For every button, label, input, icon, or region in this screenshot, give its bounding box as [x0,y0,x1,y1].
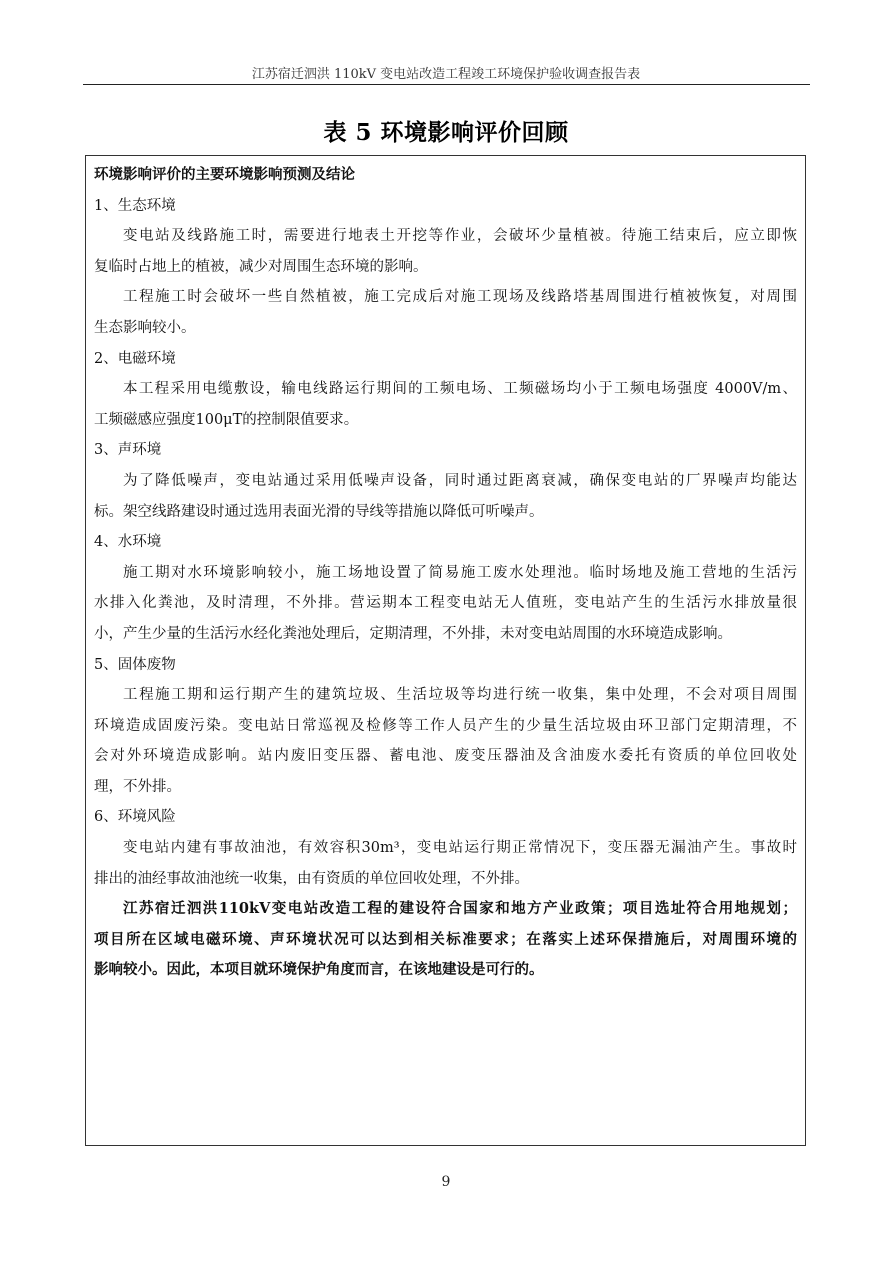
section-title: 环境影响评价的主要环境影响预测及结论 [94,166,355,183]
paragraph-line: 复临时占地上的植被，减少对周围生态环境的影响。 [94,258,428,275]
paragraph-line: 工程施工时会破坏一些自然植被，施工完成后对施工现场及线路塔基周围进行植被恢复，对周围 [123,289,797,306]
paragraph-line: 生态影响较小。 [94,319,196,336]
paragraph-line: 水排入化粪池，及时清理，不外排。营运期本工程变电站无人值班，变电站产生的生活污水排放量很 [94,595,797,612]
review-table-cell [85,155,806,1146]
paragraph-line: 变电站及线路施工时，需要进行地表土开挖等作业，会破坏少量植被。待施工结束后，应立即恢 [123,228,797,245]
conclusion-line: 江苏宿迁泗洪110kV变电站改造工程的建设符合国家和地方产业政策；项目选址符合用地规划； [123,900,797,918]
heading-environmental-risk: 6、环境风险 [94,809,176,826]
paragraph-line: 工程施工期和运行期产生的建筑垃圾、生活垃圾等均进行统一收集，集中处理，不会对项目周围 [123,687,797,704]
heading-solid-waste: 5、固体废物 [94,656,176,673]
paragraph-line: 小，产生少量的生活污水经化粪池处理后，定期清理，不外排，未对变电站周围的水环境造成影响。 [94,625,732,642]
page-title: 表 5 环境影响评价回顾 [323,119,569,146]
conclusion-line: 项目所在区域电磁环境、声环境状况可以达到相关标准要求；在落实上述环保措施后，对周围环境的 [94,930,797,948]
heading-electromagnetic: 2、电磁环境 [94,350,176,367]
paragraph-line: 本工程采用电缆敷设，输电线路运行期间的工频电场、工频磁场均小于工频电场强度 4000V/m、 [123,381,797,398]
paragraph-line: 工频磁感应强度100μT的控制限值要求。 [94,411,359,428]
paragraph-line: 施工期对水环境影响较小，施工场地设置了简易施工废水处理池。临时场地及施工营地的生活污 [123,564,797,581]
heading-acoustic: 3、声环境 [94,442,162,459]
page-number: 9 [441,1174,451,1190]
running-header: 江苏宿迁泗洪 110kV 变电站改造工程竣工环境保护验收调查报告表 [251,67,641,82]
conclusion-line: 影响较小。因此，本项目就环境保护角度而言，在该地建设是可行的。 [94,961,544,979]
paragraph-line: 理，不外排。 [94,778,181,795]
paragraph-line: 标。架空线路建设时通过选用表面光滑的导线等措施以降低可听噪声。 [94,503,544,520]
paragraph-line: 排出的油经事故油池统一收集，由有资质的单位回收处理，不外排。 [94,870,529,887]
paragraph-line: 会对外环境造成影响。站内废旧变压器、蓄电池、废变压器油及含油废水委托有资质的单位回收处 [94,748,797,765]
paragraph-line: 环境造成固废污染。变电站日常巡视及检修等工作人员产生的少量生活垃圾由环卫部门定期清理，不 [94,717,797,734]
header-divider [83,84,810,85]
heading-water: 4、水环境 [94,534,162,551]
paragraph-line: 为了降低噪声，变电站通过采用低噪声设备，同时通过距离衰减，确保变电站的厂界噪声均能达 [123,472,797,489]
paragraph-line: 变电站内建有事故油池，有效容积30m³，变电站运行期正常情况下，变压器无漏油产生。事故时 [123,840,797,857]
heading-ecology: 1、生态环境 [94,197,176,214]
